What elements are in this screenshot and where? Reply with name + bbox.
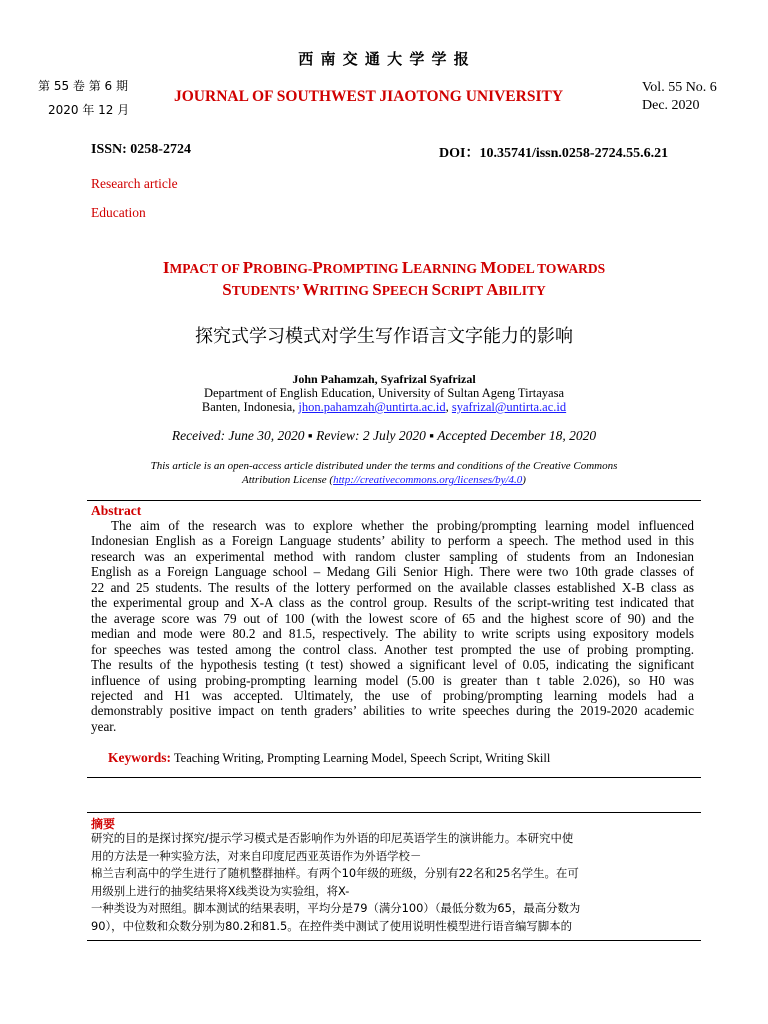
abstract-line: The results of the hypothesis testing (t test) showed a significant level of 0.05, indicating the significant <box>91 657 694 673</box>
license-link[interactable]: http://creativecommons.org/licenses/by/4.0 <box>333 474 523 486</box>
abstract-line: the experimental group and X-A class as the control group. Results of the script-writing test indicated that <box>91 595 694 611</box>
journal-title-english: JOURNAL OF SOUTHWEST JIAOTONG UNIVERSITY <box>174 88 564 105</box>
title-word-initial: S <box>222 280 232 299</box>
keywords-list: Teaching Writing, Prompting Learning Model, Speech Script, Writing Skill <box>171 751 551 765</box>
abstract-line: 22 and 25 students. The results of the lottery performed on the available classes established X-B class as <box>91 579 694 595</box>
title-word-rest: ROMPTING <box>322 261 402 276</box>
volume-chinese: 第 55 卷 第 6 期 <box>38 79 128 93</box>
abstract-line: rejected and H1 was accepted. Ultimately, the use of probing/prompting learning models had a <box>91 687 694 703</box>
doi: DOI：10.35741/issn.0258-2724.55.6.21 <box>439 146 669 161</box>
date-chinese: 2020 年 12 月 <box>48 103 130 117</box>
title-word-initial: S <box>372 280 382 299</box>
title-word-initial: I <box>162 258 170 277</box>
license-prefix: Attribution License ( <box>242 474 334 486</box>
email-link-1[interactable]: jhon.pahamzah@untirta.ac.id <box>298 400 446 414</box>
title-word-rest: ODEL TOWARDS <box>496 261 606 276</box>
abstract-line: Indonesian English as a Foreign Language students’ ability to perform a speech. The method used in this <box>91 533 694 549</box>
abstract-line: influence of using probing-prompting learning model (5.00 is greater than t table 2.026), so H0 was <box>91 672 694 688</box>
abstract-line: median and mode were 80.2 and 81.5, respectively. The ability to write scripts using expository models <box>91 626 694 642</box>
abstract-line: for speeches was tested among the control class. Another test prompted the use of probing prompting. <box>91 641 694 657</box>
date-english: Dec. 2020 <box>642 98 700 113</box>
author-affiliation: Department of English Education, University of Sultan Ageng Tirtayasa <box>203 386 565 400</box>
zh-abstract-top-rule <box>87 812 701 813</box>
keywords-label: Keywords: <box>108 750 171 765</box>
title-word-rest: MPACT OF <box>169 261 243 276</box>
zh-abstract-line: 用的方法是一种实验方法，对来自印度尼西亚英语作为外语学校－ <box>91 848 422 863</box>
email-link-2[interactable]: syafrizal@untirta.ac.id <box>451 400 567 414</box>
zh-abstract-line: 一种类设为对照组。脚本测试的结果表明，平均分是79（满分100）（最低分数为65，最高分数为 <box>91 901 581 916</box>
title-word-initial: L <box>401 258 414 277</box>
zh-abstract-heading: 摘要 <box>91 817 116 831</box>
title-word-rest: RITING <box>319 283 373 298</box>
journal-title-chinese: 西 南 交 通 大 学 学 报 <box>298 50 470 68</box>
abstract-line: the average score was 79 out of 100 (with the lowest score of 65 and the highest score of 90) and the <box>91 610 694 626</box>
abstract-line: The aim of the research was to explore whether the probing/prompting learning model influenced <box>111 518 694 533</box>
article-title-line-2 <box>0 280 768 300</box>
title-word-initial: P <box>312 258 323 277</box>
abstract-top-rule <box>87 500 701 501</box>
abstract-body <box>91 518 694 734</box>
author-location <box>0 400 768 415</box>
license-line-2 <box>0 474 768 486</box>
zh-abstract-line: 研究的目的是探讨探究/提示学习模式是否影响作为外语的印尼英语学生的演讲能力。本研究中使 <box>91 831 574 845</box>
submission-dates: Received: June 30, 2020 ▪ Review: 2 July 2020 ▪ Accepted December 18, 2020 <box>171 428 597 443</box>
abstract-heading: Abstract <box>91 503 142 518</box>
article-field: Education <box>91 205 146 220</box>
author-names: John Pahamzah, Syafrizal Syafrizal <box>292 372 476 386</box>
location-text: Banten, Indonesia, <box>201 400 299 414</box>
title-word-rest: TUDENTS’ <box>231 283 303 298</box>
title-word-initial: S <box>431 280 442 299</box>
title-word-rest: PEECH <box>381 283 432 298</box>
volume-english: Vol. 55 No. 6 <box>642 80 717 95</box>
zh-abstract-body <box>91 830 696 936</box>
article-title-line-1 <box>0 258 768 278</box>
title-word-initial: A <box>486 280 499 299</box>
title-word-rest: EARNING <box>413 261 481 276</box>
title-word-initial: M <box>480 258 497 277</box>
zh-abstract-line: 用级别上进行的抽奖结果将X线类设为实验组，将X- <box>91 883 350 898</box>
zh-abstract-line: 棉兰吉利高中的学生进行了随机整群抽样。有两个10年级的班级，分别有22名和25名学生。在可 <box>91 866 579 881</box>
abstract-line: year. <box>91 718 117 734</box>
article-title-chinese: 探究式学习模式对学生写作语言文字能力的影响 <box>195 326 573 347</box>
zh-abstract-line: 90），中位数和众数分别为80.2和81.5。在控件类中测试了使用说明性模型进行语音编写脚本的 <box>91 918 572 933</box>
abstract-bottom-rule <box>87 777 701 778</box>
abstract-line: English as a Foreign Language school – Medang Gili Senior High. There were two 10th grade classes of <box>91 564 694 580</box>
abstract-line: demonstrably positive impact on tenth graders’ abilities to write speeches during the 2019-2020 academic <box>91 703 694 719</box>
zh-abstract-bottom-rule <box>87 940 701 941</box>
license-suffix: ) <box>522 474 526 486</box>
title-word-rest: BILITY <box>498 283 546 298</box>
title-word-initial: W <box>302 280 320 299</box>
article-type: Research article <box>91 176 178 191</box>
license-line-1: This article is an open-access article distributed under the terms and conditions of the Creative Commons <box>150 460 618 472</box>
title-word-rest: CRIPT <box>441 283 487 298</box>
keywords <box>108 750 550 766</box>
abstract-line: research was an experimental method with random cluster sampling of students from an Indonesian <box>91 548 694 564</box>
title-word-initial: P <box>242 258 254 277</box>
issn: ISSN: 0258-2724 <box>91 142 191 157</box>
title-word-rest: ROBING- <box>253 261 313 276</box>
email-separator: , <box>445 400 452 414</box>
